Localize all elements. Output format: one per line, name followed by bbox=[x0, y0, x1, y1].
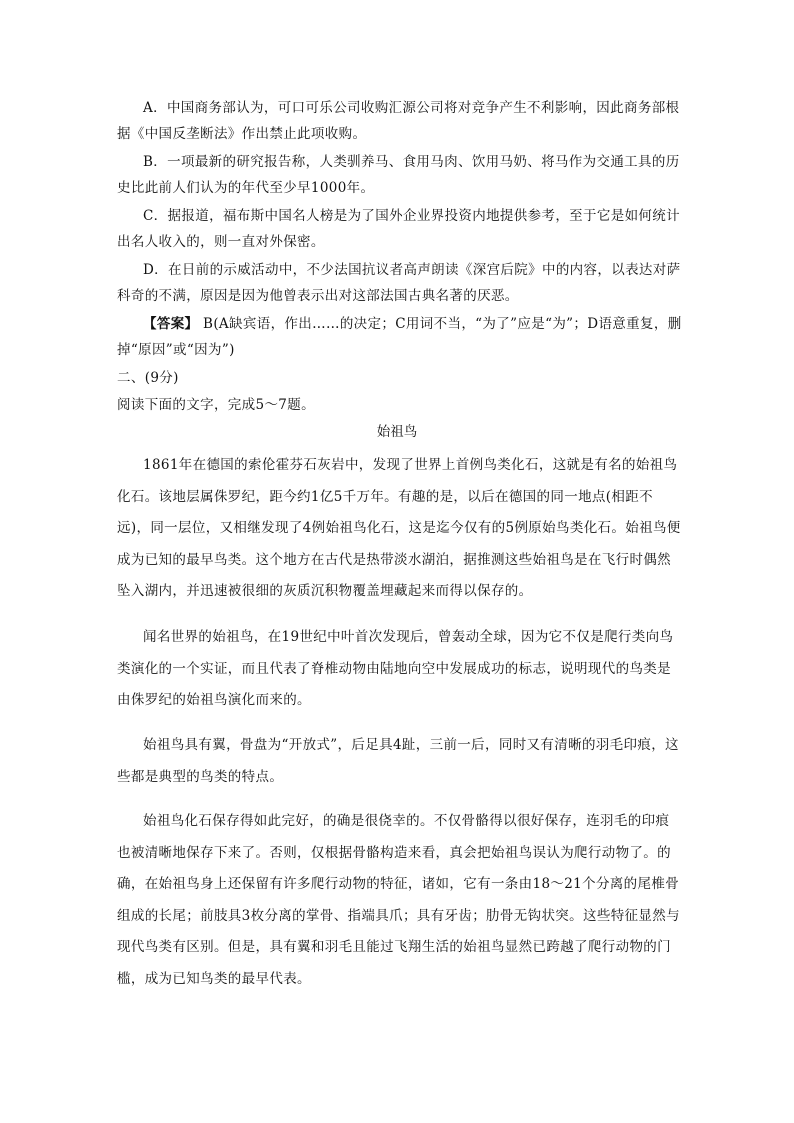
passage-paragraph: 始祖鸟具有翼，骨盘为“开放式”，后足具4趾，三前一后，同时又有清晰的羽毛印痕，这些都是典型的鸟类的特点。 bbox=[117, 737, 679, 785]
option-b: B．一项最新的研究报告称，人类驯养马、食用马肉、饮用马奶、将马作为交通工具的历史比此前人们认为的年代至少早1000年。 bbox=[117, 154, 680, 196]
section-heading: 二、(9分) bbox=[117, 370, 179, 386]
option-c: C．据报道，福布斯中国名人榜是为了国外企业界投资内地提供参考，至于它是如何统计出名人收入的，则一直对外保密。 bbox=[117, 208, 680, 250]
passage-paragraph: 1861年在德国的索伦霍芬石灰岩中，发现了世界上首例鸟类化石，这就是有名的始祖鸟化石。该地层属侏罗纪，距今约1亿5千万年。有趣的是，以后在德国的同一地点(相距不远)，同一层位，又相继发现了4例始祖鸟化石，这是迄今仅有的5例原始鸟类化石。始祖鸟便成为已知的最早鸟类。这个地方在古代是热带淡水湖泊，据推测这些始祖鸟是在飞行时偶然坠入湖内，并迅速被很细的灰质沉积物覆盖埋藏起来而得以保存的。 bbox=[117, 457, 681, 599]
answer-explanation bbox=[117, 311, 682, 363]
option-d: D．在日前的示威活动中，不少法国抗议者高声朗读《深宫后院》中的内容，以表达对萨科奇的不满，原因是因为他曾表示出对这部法国古典名著的厌恶。 bbox=[117, 262, 681, 304]
section-instruction: 阅读下面的文字，完成5～7题。 bbox=[117, 397, 315, 413]
passage-paragraph: 闻名世界的始祖鸟，在19世纪中叶首次发现后，曾轰动全球，因为它不仅是爬行类向鸟类演化的一个实证，而且代表了脊椎动物由陆地向空中发展成功的标志，说明现代的鸟类是由侏罗纪的始祖鸟演化而来的。 bbox=[117, 629, 674, 708]
answer-tag: 【答案】 bbox=[143, 316, 199, 332]
passage-title: 始祖鸟 bbox=[376, 424, 418, 440]
option-a: A．中国商务部认为，可口可乐公司收购汇源公司将对竞争产生不利影响，因此商务部根据《中国反垄断法》作出禁止此项收购。 bbox=[117, 100, 680, 142]
passage-paragraph: 始祖鸟化石保存得如此完好，的确是很侥幸的。不仅骨骼得以很好保存，连羽毛的印痕也被清晰地保存下来了。否则，仅根据骨骼构造来看，真会把始祖鸟误认为爬行动物了。的确，在始祖鸟身上还保留有许多爬行动物的特征，诸如，它有一条由18～21个分离的尾椎骨组成的长尾；前肢具3枚分离的掌骨、指端具爪；具有牙齿；肋骨无钩状突。这些特征显然与现代鸟类有区别。但是，具有翼和羽毛且能过飞翔生活的始祖鸟显然已跨越了爬行动物的门槛，成为已知鸟类的最早代表。 bbox=[117, 813, 680, 987]
answer-text: B(A缺宾语，作出……的决定；C用词不当，“为了”应是“为”；D语意重复，删掉“原因”或“因为”) bbox=[117, 316, 682, 358]
